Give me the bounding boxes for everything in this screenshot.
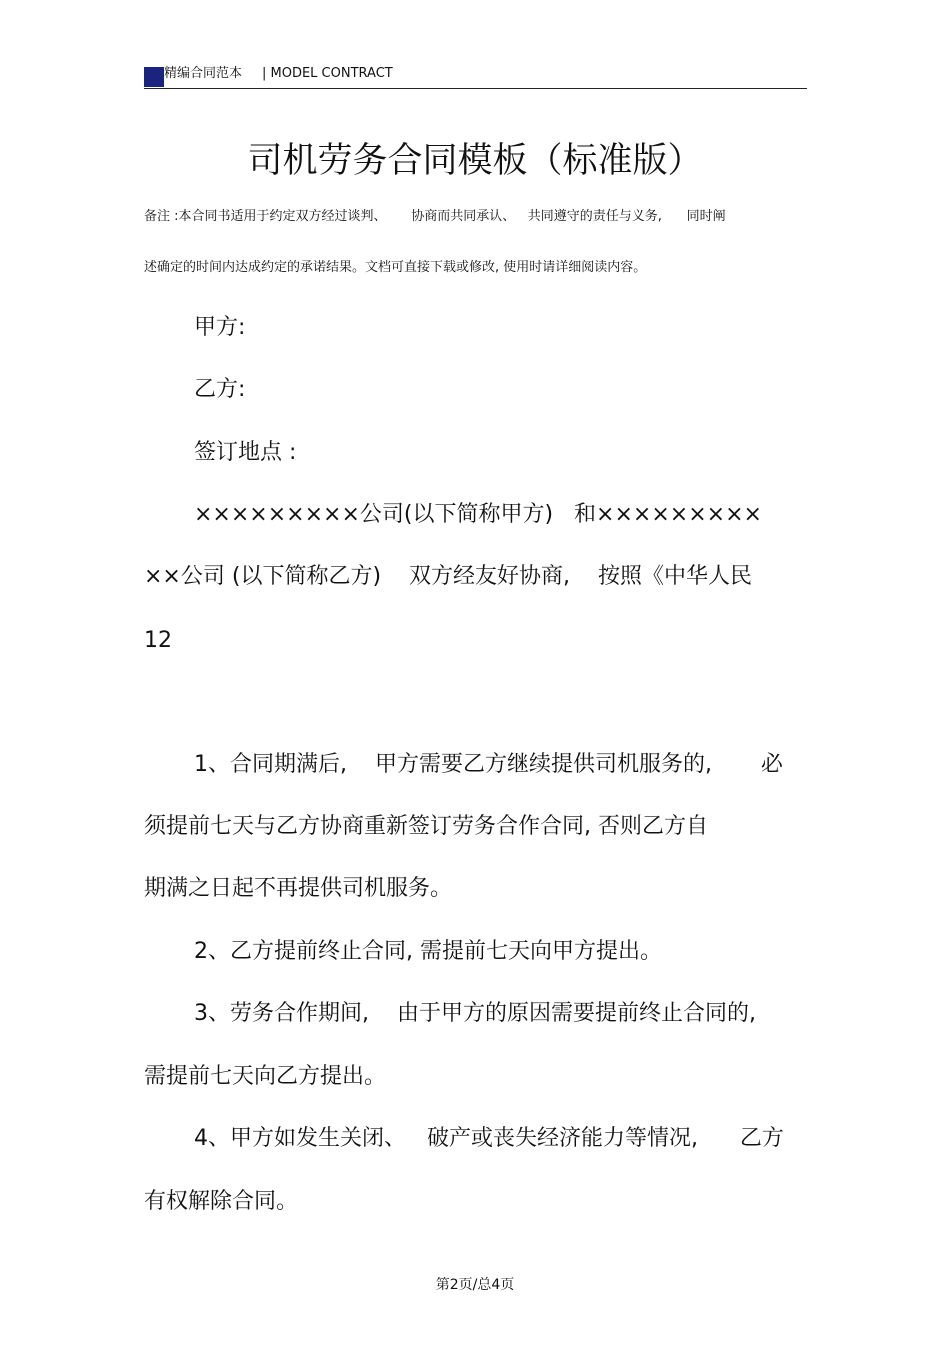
item-1-line-2: 须提前七天与乙方协商重新签订劳务合作合同, 否则乙方自: [144, 814, 708, 839]
item-2: 2、乙方提前终止合同, 需提前七天向甲方提出。: [194, 939, 662, 964]
header-brand: 精编合同范本: [164, 66, 243, 81]
party-a-label: 甲方:: [194, 315, 246, 340]
document-title: 司机劳务合同模板（标准版）: [247, 141, 703, 181]
item-4-line-1: 4、甲方如发生关闭、 破产或丧失经济能力等情况, 乙方: [194, 1126, 784, 1151]
logo-icon: [144, 67, 164, 87]
note-line-2: 述确定的时间内达成约定的承诺结果。文档可直接下载或修改, 使用时请详细阅读内容。: [144, 260, 647, 275]
page-header: [144, 62, 807, 89]
item-4-line-2: 有权解除合同。: [144, 1189, 299, 1214]
item-1-line-3: 期满之日起不再提供司机服务。: [144, 876, 453, 901]
item-3-line-2: 需提前七天向乙方提出。: [144, 1064, 387, 1089]
item-3-line-1: 3、劳务合作期间, 由于甲方的原因需要提前终止合同的,: [194, 1001, 756, 1026]
header-model-contract: | MODEL CONTRACT: [262, 66, 393, 81]
intro-line-2: ××公司 (以下简称乙方) 双方经友好协商, 按照《中华人民: [144, 564, 752, 589]
note-line-1: 备注 :本合同书适用于约定双方经过谈判、 协商而共同承认、 共同遵守的责任与义务, 同时阐: [144, 209, 726, 224]
item-1-line-1: 1、合同期满后, 甲方需要乙方继续提供司机服务的, 必: [194, 752, 783, 777]
signing-location-label: 签订地点 :: [194, 440, 297, 465]
party-b-label: 乙方:: [194, 377, 246, 402]
page-number-text: 12: [144, 628, 172, 653]
page-footer: 第2页/总4页: [435, 1277, 515, 1293]
intro-line-1: ×××××××××公司(以下简称甲方) 和×××××××××: [194, 502, 762, 527]
